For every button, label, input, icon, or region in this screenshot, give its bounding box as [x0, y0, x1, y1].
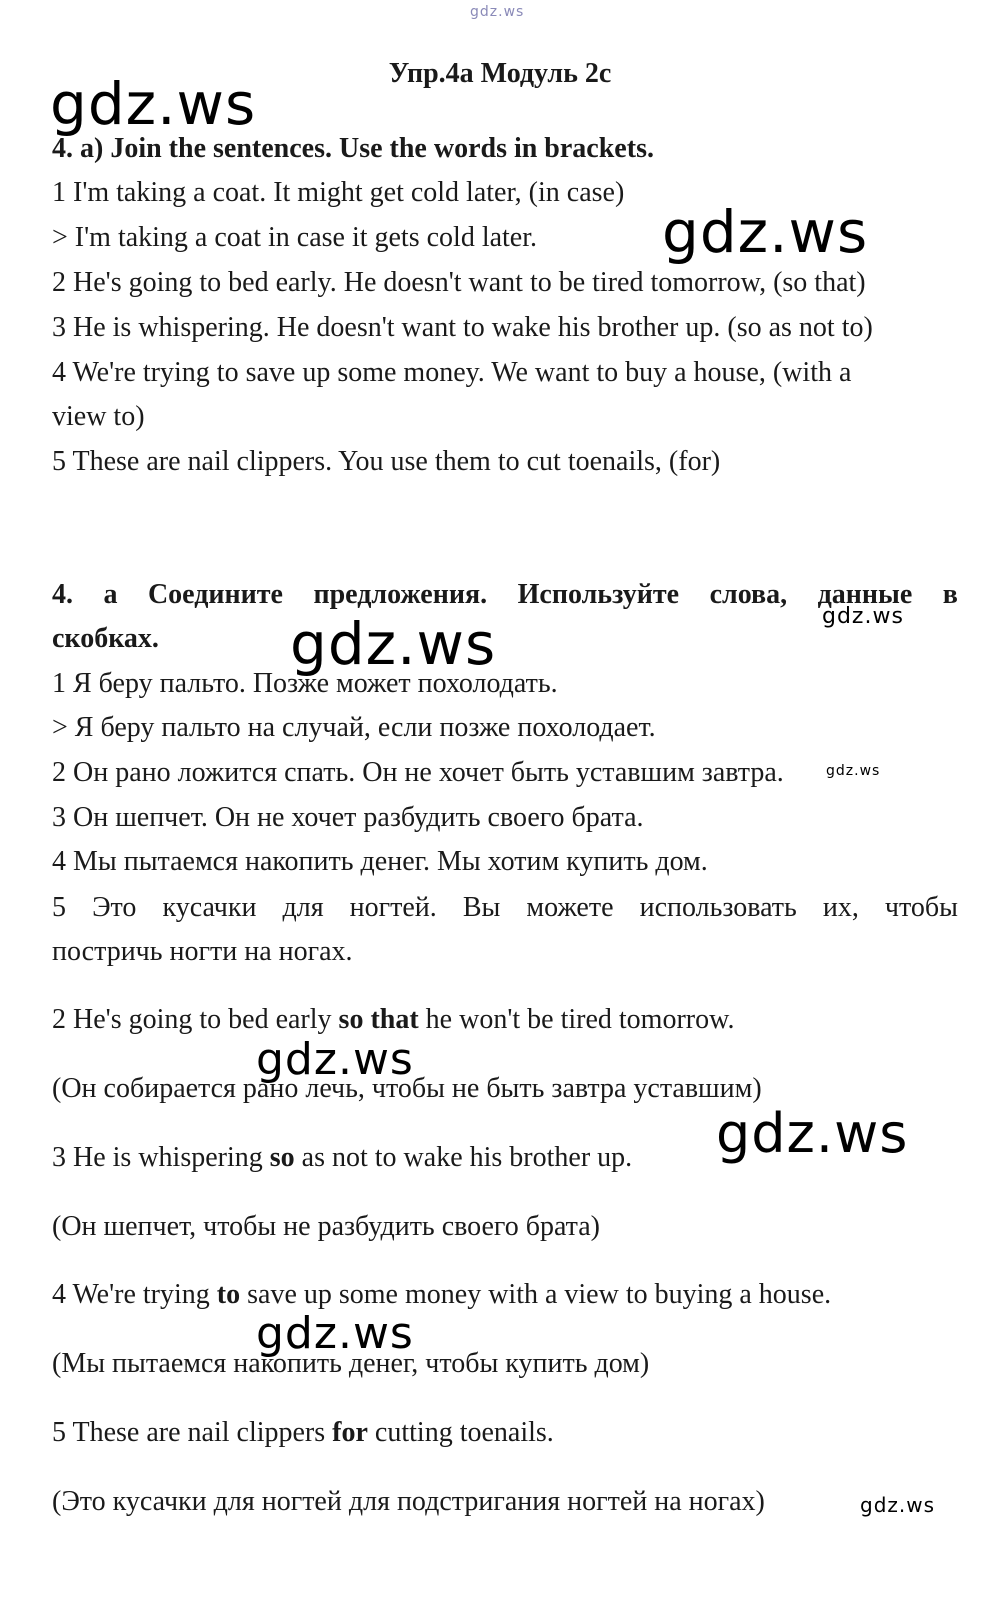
heading-word: предложения. — [313, 579, 488, 610]
task-line: постричь ногти на ногах. — [52, 936, 353, 967]
answer-line — [52, 1141, 632, 1175]
watermark: gdz.ws — [716, 1102, 909, 1165]
answer-line — [52, 1416, 554, 1450]
page-title: Упр.4а Модуль 2с — [388, 58, 612, 89]
answer-text: 4 We're trying — [52, 1279, 217, 1310]
word: можете — [526, 892, 614, 923]
task-heading-en: 4. a) Join the sentences. Use the words in brackets. — [52, 133, 654, 164]
answer-keyword: for — [332, 1417, 368, 1448]
task-line: 3 He is whispering. He doesn't want to wake his brother up. (so as not to) — [52, 312, 873, 343]
task-line: 4 We're trying to save up some money. We want to buy a house, (with a — [52, 357, 852, 388]
task-line-justified — [52, 891, 958, 925]
answer-text: he won't be tired tomorrow. — [418, 1004, 735, 1035]
answer-keyword: so that — [338, 1004, 419, 1035]
heading-word: Используйте — [517, 579, 680, 610]
task-line: 2 He's going to bed early. He doesn't want to be tired tomorrow, (so that) — [52, 267, 866, 298]
answer-translation: (Мы пытаемся накопить денег, чтобы купить дом) — [52, 1348, 650, 1379]
answer-text: save up some money with a view to buying a house. — [240, 1279, 832, 1310]
answer-text: cutting toenails. — [367, 1417, 554, 1448]
heading-word: слова, — [709, 579, 788, 610]
answer-translation: (Он собирается рано лечь, чтобы не быть завтра уставшим) — [52, 1073, 762, 1104]
word: ногтей. — [349, 892, 437, 923]
watermark: gdz.ws — [822, 604, 904, 629]
watermark: gdz.ws — [256, 1308, 414, 1359]
answer-text: 5 These are nail clippers — [52, 1417, 333, 1448]
answer-line — [52, 1278, 831, 1312]
answer-text: as not to wake his brother up. — [294, 1142, 633, 1173]
word: кусачки — [162, 892, 257, 923]
word: Вы — [462, 892, 501, 923]
watermark: gdz.ws — [860, 1493, 936, 1517]
answer-text: 2 He's going to bed early — [52, 1004, 339, 1035]
task-line: 4 Мы пытаемся накопить денег. Мы хотим купить дом. — [52, 846, 708, 877]
task-line: 1 Я беру пальто. Позже может похолодать. — [52, 668, 558, 699]
answer-translation: (Это кусачки для ногтей для подстригания ногтей на ногах) — [52, 1486, 765, 1517]
answer-text: 3 He is whispering — [52, 1142, 270, 1173]
watermark-top: gdz.ws — [470, 4, 525, 20]
heading-word: Соедините — [147, 579, 283, 610]
task-line: 1 I'm taking a coat. It might get cold later, (in case) — [52, 177, 625, 208]
task-line: view to) — [52, 401, 145, 432]
task-line: 2 Он рано ложится спать. Он не хочет быть уставшим завтра. — [52, 757, 784, 788]
task-line: 3 Он шепчет. Он не хочет разбудить своего брата. — [52, 802, 644, 833]
task-line: > I'm taking a coat in case it gets cold later. — [52, 222, 538, 253]
word: 5 — [52, 892, 66, 923]
word: Это — [92, 892, 137, 923]
word: чтобы — [884, 892, 958, 923]
watermark: gdz.ws — [662, 198, 869, 266]
answer-translation: (Он шепчет, чтобы не разбудить своего брата) — [52, 1211, 600, 1242]
watermark: gdz.ws — [290, 610, 497, 678]
heading-word: в — [942, 579, 958, 610]
answer-line — [52, 1003, 735, 1037]
heading-word: а — [103, 579, 118, 610]
word: использовать — [639, 892, 797, 923]
task-line: > Я беру пальто на случай, если позже похолодает. — [52, 712, 656, 743]
task-heading-ru-cont: скобках. — [52, 623, 159, 654]
heading-word: данные — [817, 579, 913, 610]
watermark: gdz.ws — [50, 70, 257, 138]
task-line: 5 These are nail clippers. You use them to cut toenails, (for) — [52, 446, 721, 477]
heading-word: 4. — [52, 579, 73, 610]
answer-keyword: so — [269, 1142, 295, 1173]
watermark: gdz.ws — [256, 1034, 414, 1085]
watermark: gdz.ws — [826, 763, 881, 779]
word: для — [282, 892, 324, 923]
answer-keyword: to — [216, 1279, 241, 1310]
word: их, — [822, 892, 859, 923]
